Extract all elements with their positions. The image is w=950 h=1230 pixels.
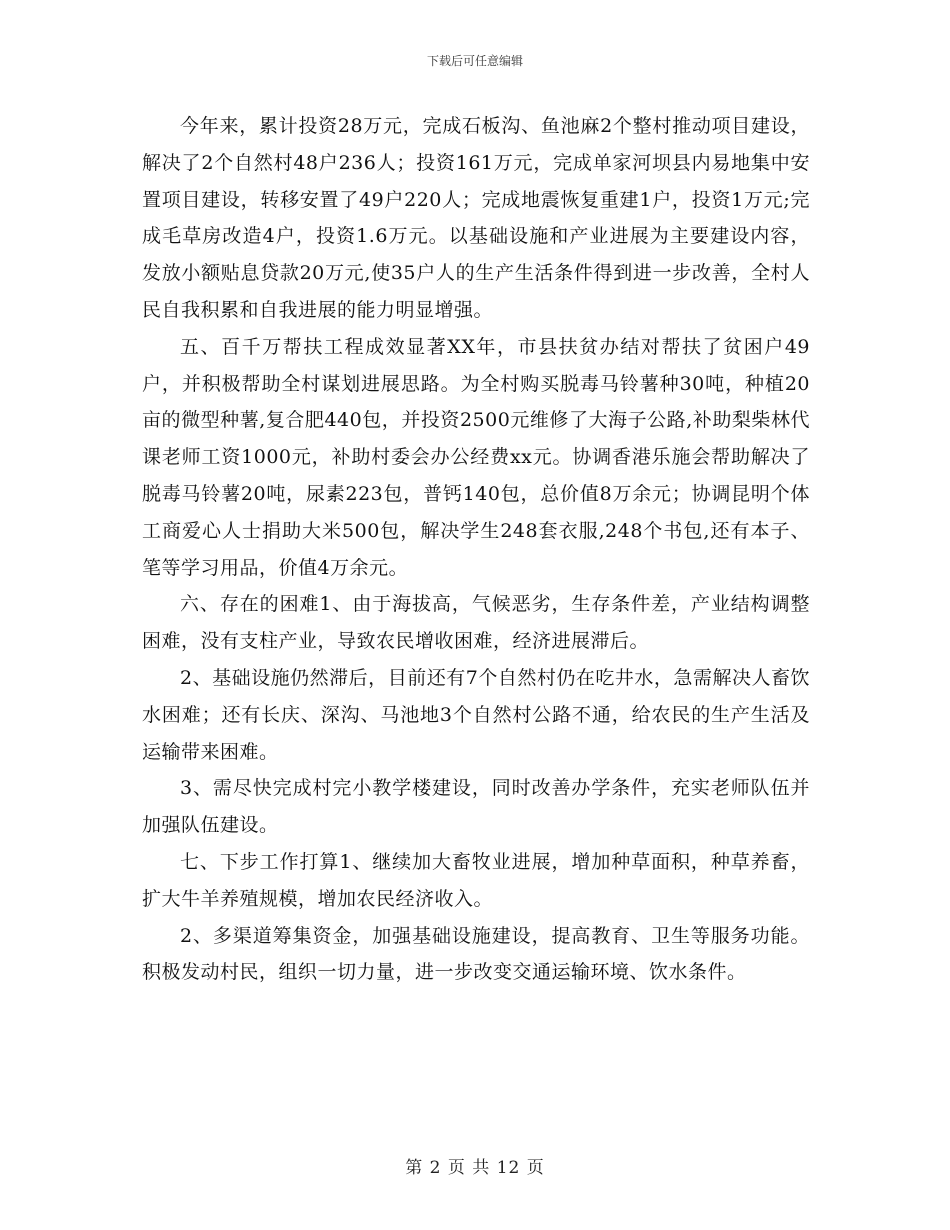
paragraph-next-plan: 七、下步工作打算1、继续加大畜牧业进展，增加种草面积，种草养畜，扩大牛羊养殖规模，增加农民经济收入。 bbox=[142, 850, 810, 910]
paragraph-investment-summary: 今年来，累计投资28万元，完成石板沟、鱼池麻2个整村推动项目建设，解决了2个自然村48户236人；投资161万元，完成单家河坝县内易地集中安置项目建设，转移安置了49户220人；完成地震恢复重建1户，投资1万元;完成毛草房改造4户，投资1.6万元。以基础设施和产业进展为主要建设内容，发放小额贴息贷款20万元,使35户人的生产生活条件得到进一步改善，全村人民自我积累和自我进展的能力明显增强。 bbox=[142, 115, 810, 321]
paragraph-assistance-project: 五、百千万帮扶工程成效显著XX年，市县扶贫办结对帮扶了贫困户49户，并积极帮助全村谋划进展思路。为全村购买脱毒马铃薯种30吨，种植20亩的微型种薯,复合肥440包，并投资2500元维修了大海子公路,补助梨柴林代课老师工资1000元，补助村委会办公经费xx元。协调香港乐施会帮助解决了脱毒马铃薯20吨，尿素223包，普钙140包，总价值8万余元；协调昆明个体工商爱心人士捐助大米500包，解决学生248套衣服,248个书包,还有本子、笔等学习用品，价值4万余元。 bbox=[142, 335, 810, 579]
paragraph-infrastructure: 2、基础设施仍然滞后，目前还有7个自然村仍在吃井水，急需解决人畜饮水困难；还有长庆、深沟、马池地3个自然村公路不通，给农民的生产生活及运输带来困难。 bbox=[142, 666, 810, 763]
paragraph-difficulties: 六、存在的困难1、由于海拔高，气候恶劣，生存条件差，产业结构调整困难，没有支柱产业，导致农民增收困难，经济进展滞后。 bbox=[142, 593, 810, 653]
paragraph-funding: 2、多渠道筹集资金，加强基础设施建设，提高教育、卫生等服务功能。积极发动村民，组织一切力量，进一步改变交通运输环境、饮水条件。 bbox=[142, 924, 810, 984]
document-body bbox=[142, 108, 810, 991]
paragraph-school-building: 3、需尽快完成村完小教学楼建设，同时改善办学条件，充实老师队伍并加强队伍建设。 bbox=[142, 777, 810, 837]
page-header: 下载后可任意编辑 bbox=[426, 54, 523, 68]
page-footer: 第 2 页 共 12 页 bbox=[405, 1158, 545, 1178]
